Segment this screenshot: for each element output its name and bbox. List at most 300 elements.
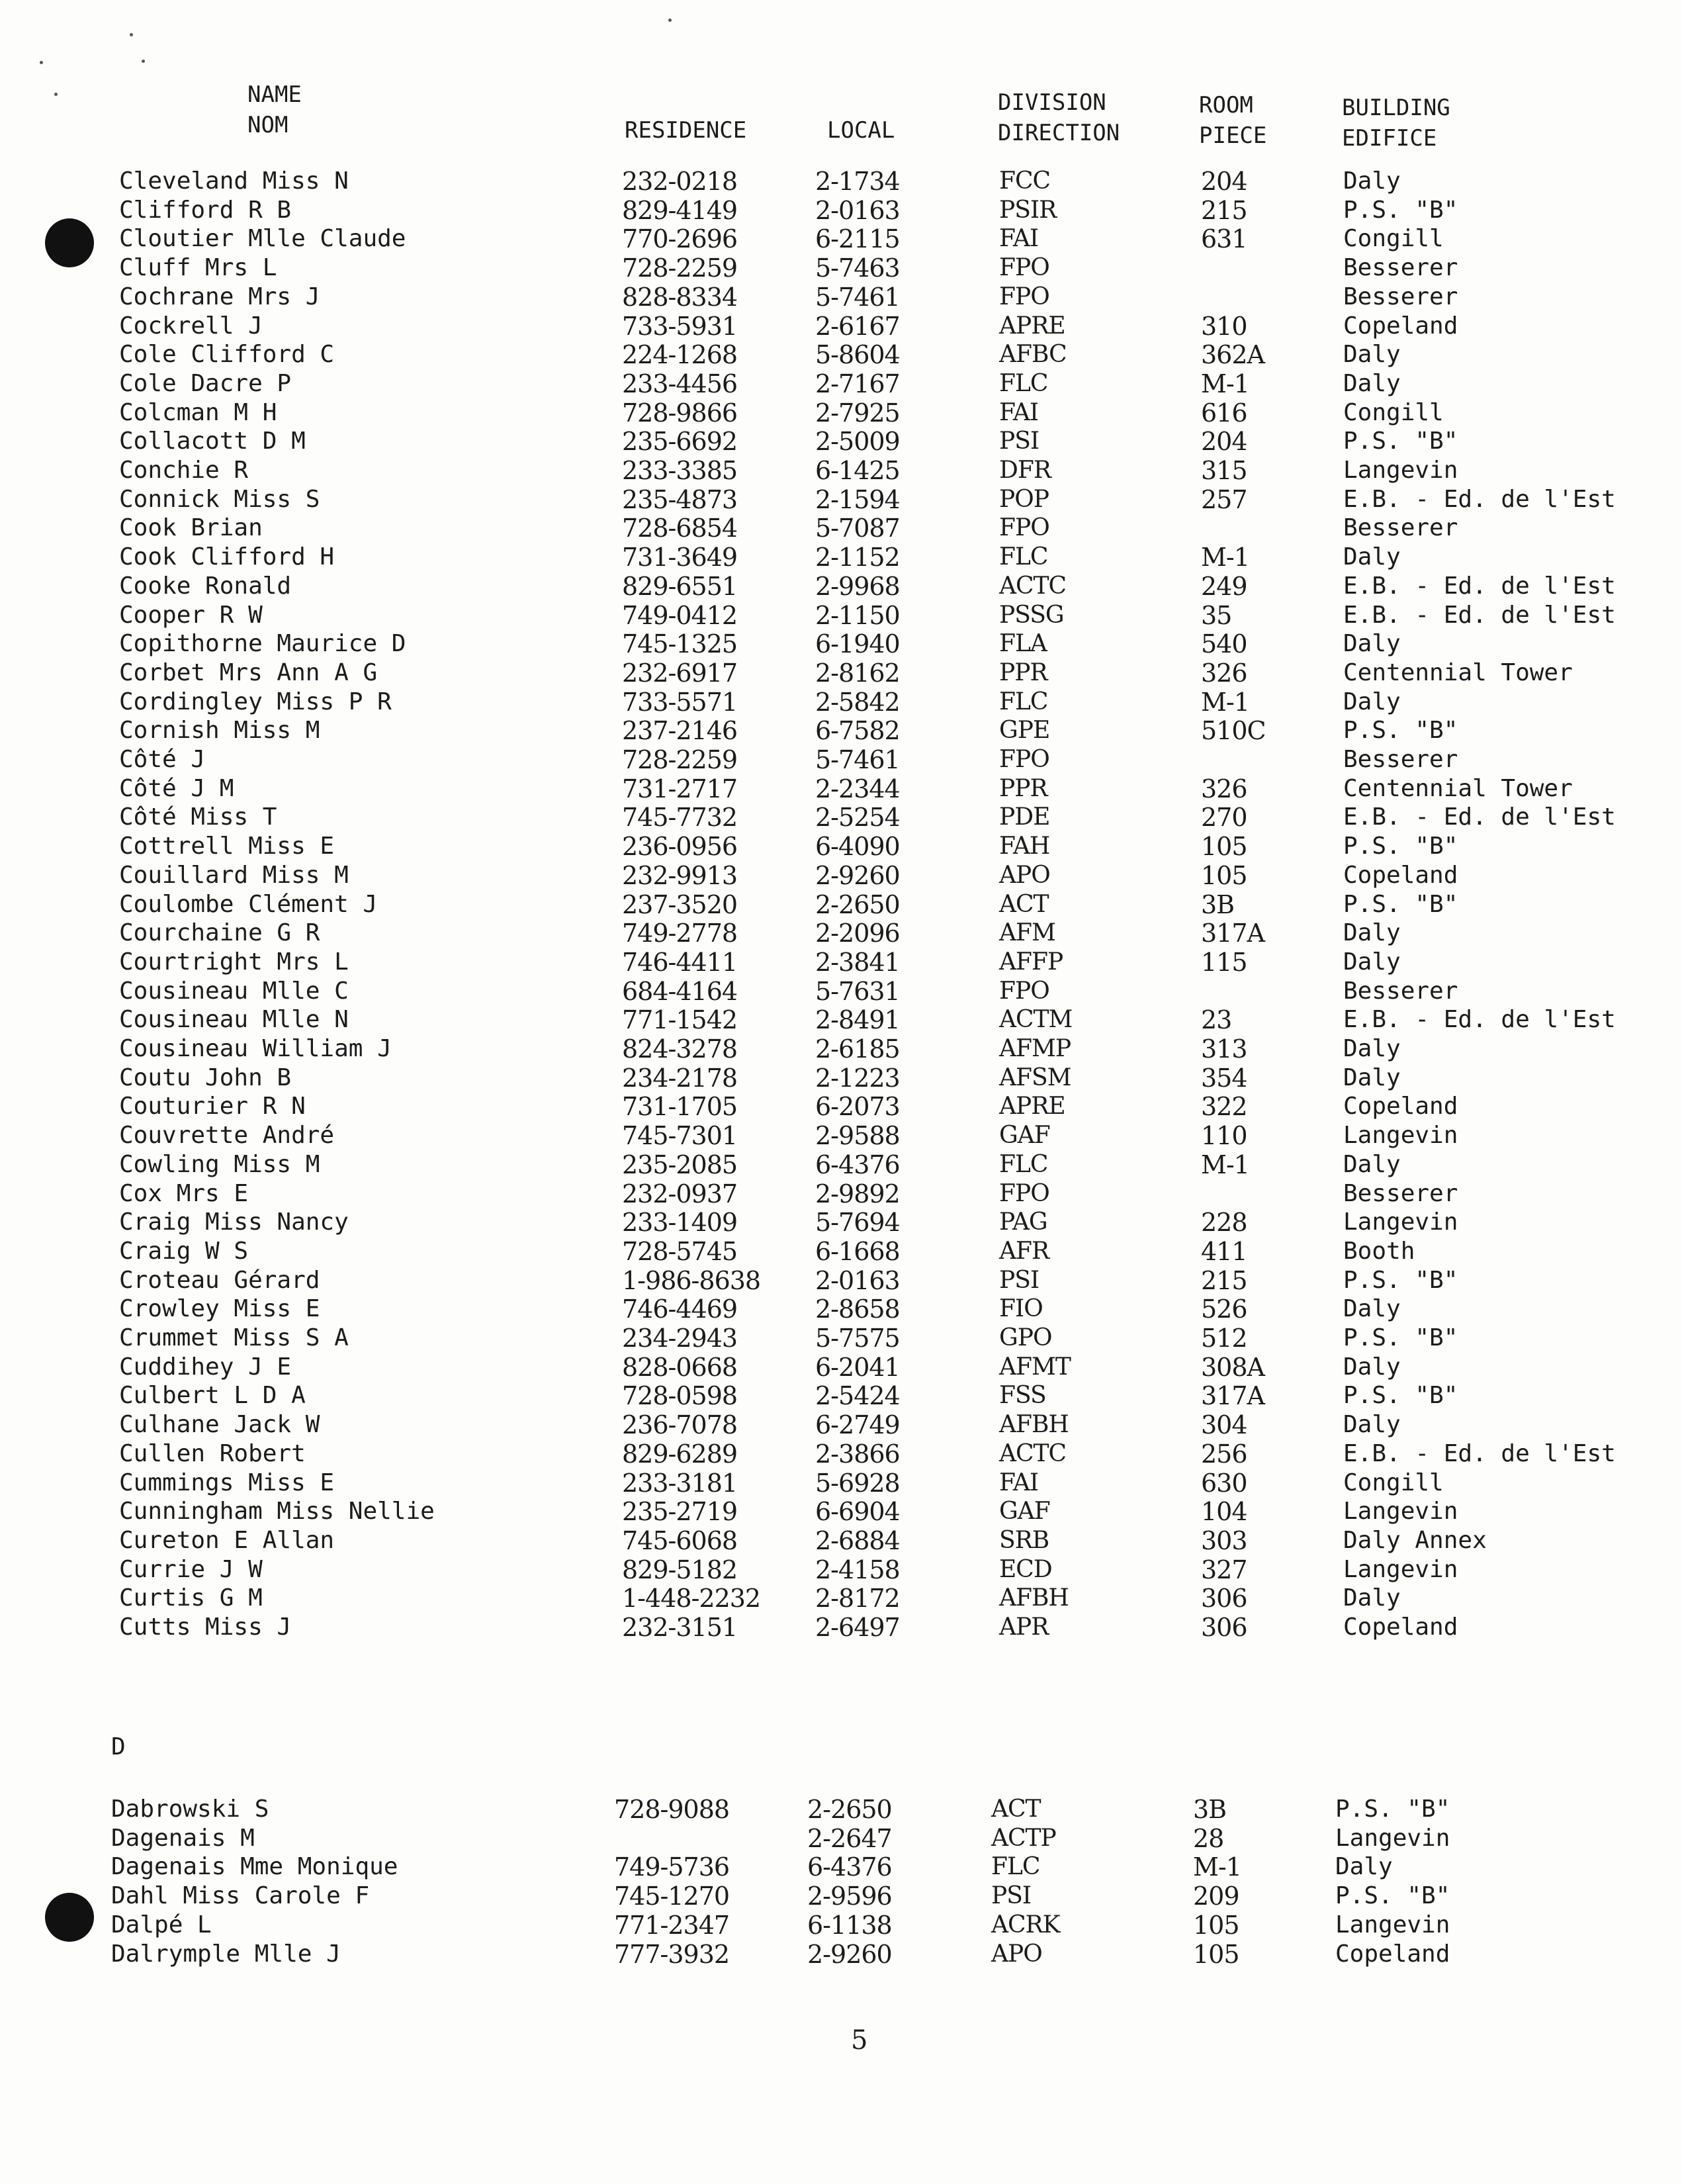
cell-building: Besserer <box>1343 283 1458 310</box>
cell-division: DFR <box>999 457 1051 484</box>
cell-building: E.B. - Ed. de l'Est <box>1343 485 1616 513</box>
cell-name: Cook Brian <box>119 514 263 542</box>
cell-division: POP <box>999 485 1049 513</box>
cell-residence: 746-4411 <box>622 947 738 977</box>
cell-room: 326 <box>1201 774 1247 803</box>
cell-room: 105 <box>1193 1910 1239 1940</box>
cell-building: Daly <box>1343 1295 1401 1323</box>
cell-residence: 235-2719 <box>622 1497 738 1527</box>
cell-room: 327 <box>1201 1555 1247 1584</box>
cell-local: 5-7694 <box>815 1208 900 1238</box>
cell-residence: 235-2085 <box>622 1150 738 1179</box>
cell-name: Croteau Gérard <box>119 1266 320 1294</box>
cell-room: 310 <box>1201 311 1247 341</box>
cell-local: 2-5254 <box>815 803 900 833</box>
cell-building: Langevin <box>1343 1498 1458 1525</box>
cell-building: E.B. - Ed. de l'Est <box>1343 1439 1616 1467</box>
cell-local: 2-2096 <box>815 919 900 948</box>
cell-division: AFMP <box>999 1035 1071 1062</box>
cell-local: 2-3841 <box>815 947 900 977</box>
cell-division: ACTP <box>991 1824 1056 1852</box>
cell-local: 2-9968 <box>815 571 900 601</box>
cell-room: 512 <box>1201 1324 1247 1353</box>
cell-division: FAI <box>999 1469 1039 1496</box>
cell-name: Cole Clifford C <box>119 341 335 369</box>
cell-division: ACT <box>999 890 1049 918</box>
cell-building: Copeland <box>1343 861 1458 889</box>
cell-name: Cooper R W <box>119 601 263 629</box>
cell-room: 28 <box>1193 1823 1224 1853</box>
cell-division: FLC <box>999 1150 1048 1178</box>
cell-residence: 234-2178 <box>622 1063 738 1093</box>
cell-division: PSIR <box>999 196 1057 224</box>
cell-building: Daly <box>1343 688 1401 715</box>
cell-residence: 232-0937 <box>622 1179 738 1208</box>
cell-residence: 1-448-2232 <box>622 1584 761 1614</box>
header-building <box>1342 93 1450 154</box>
cell-division: PSSG <box>999 601 1064 629</box>
cell-local: 2-9588 <box>815 1121 900 1151</box>
cell-local: 5-7631 <box>815 976 900 1006</box>
cell-building: Langevin <box>1343 1555 1458 1583</box>
cell-room: 313 <box>1201 1034 1247 1064</box>
header-name-fr: NOM <box>247 112 288 138</box>
cell-residence: 829-4149 <box>622 195 738 225</box>
cell-division: FAI <box>999 225 1039 253</box>
cell-room: 204 <box>1201 167 1247 196</box>
cell-residence: 749-5736 <box>614 1852 730 1882</box>
cell-room: M-1 <box>1201 369 1249 398</box>
cell-name: Coulombe Clément J <box>119 890 378 918</box>
cell-building: P.S. "B" <box>1343 1324 1458 1351</box>
cell-residence: 745-1270 <box>614 1882 730 1911</box>
cell-division: FLC <box>999 369 1048 397</box>
cell-room: M-1 <box>1201 543 1249 572</box>
cell-division: AFR <box>999 1237 1049 1265</box>
cell-name: Corbet Mrs Ann A G <box>119 659 378 686</box>
cell-room: 115 <box>1201 947 1247 977</box>
cell-building: Daly <box>1343 1064 1401 1091</box>
header-building-fr: EDIFICE <box>1342 125 1437 152</box>
cell-division: PPR <box>999 774 1047 802</box>
cell-local: 2-8162 <box>815 658 900 688</box>
speck <box>668 19 672 22</box>
cell-division: APRE <box>999 312 1065 340</box>
speck <box>54 93 58 96</box>
cell-residence: 234-2943 <box>622 1324 738 1353</box>
cell-building: Copeland <box>1343 1614 1458 1641</box>
cell-building: P.S. "B" <box>1343 833 1458 860</box>
cell-name: Cureton E Allan <box>119 1526 335 1554</box>
cell-building: Besserer <box>1343 977 1458 1005</box>
cell-name: Cluff Mrs L <box>119 254 277 282</box>
cell-local: 6-6904 <box>815 1497 900 1527</box>
cell-building: Besserer <box>1343 514 1458 542</box>
cell-residence: 236-7078 <box>622 1410 738 1440</box>
cell-name: Dabrowski S <box>111 1796 269 1823</box>
cell-division: FSS <box>999 1382 1046 1410</box>
cell-room: 510C <box>1201 716 1266 746</box>
cell-local: 2-1152 <box>815 543 900 572</box>
cell-name: Dagenais Mme Monique <box>111 1853 398 1881</box>
cell-name: Cook Clifford H <box>119 543 335 571</box>
cell-local: 2-2647 <box>807 1823 892 1853</box>
cell-division: PAG <box>999 1208 1047 1236</box>
cell-room: 630 <box>1201 1468 1247 1498</box>
cell-building: Daly <box>1343 1035 1401 1062</box>
cell-room: 540 <box>1201 629 1247 659</box>
cell-name: Cuddihey J E <box>119 1353 292 1381</box>
cell-building: P.S. "B" <box>1335 1882 1450 1910</box>
cell-residence: 232-3151 <box>622 1613 738 1642</box>
cell-building: P.S. "B" <box>1343 428 1458 455</box>
cell-residence: 232-6917 <box>622 658 738 688</box>
cell-residence: 749-2778 <box>622 919 738 948</box>
cell-name: Dagenais M <box>111 1824 255 1852</box>
cell-residence: 731-2717 <box>622 774 738 803</box>
cell-division: GAF <box>999 1122 1050 1150</box>
cell-residence: 728-2259 <box>622 745 738 774</box>
cell-name: Cullen Robert <box>119 1439 306 1467</box>
cell-local: 6-1668 <box>815 1236 900 1266</box>
cell-local: 2-5842 <box>815 687 900 717</box>
cell-name: Cox Mrs E <box>119 1179 249 1207</box>
cell-building: Centennial Tower <box>1343 659 1573 686</box>
cell-room: 35 <box>1201 600 1232 630</box>
cell-division: PPR <box>999 659 1047 686</box>
cell-residence: 733-5931 <box>622 311 738 341</box>
cell-residence: 233-3181 <box>622 1468 738 1498</box>
header-name-en: NAME <box>247 81 302 108</box>
cell-name: Dalpé L <box>111 1911 212 1938</box>
cell-room: 110 <box>1201 1121 1247 1151</box>
cell-name: Cousineau Mlle N <box>119 1006 349 1034</box>
header-local: LOCAL <box>827 117 895 144</box>
cell-name: Cousineau William J <box>119 1035 392 1062</box>
cell-local: 2-6185 <box>815 1034 900 1064</box>
cell-room: 317A <box>1201 1381 1264 1411</box>
cell-building: Daly <box>1343 341 1401 369</box>
cell-residence: 829-6551 <box>622 571 738 601</box>
cell-local: 2-2650 <box>815 889 900 919</box>
cell-residence: 233-4456 <box>622 369 738 398</box>
cell-room: M-1 <box>1193 1852 1241 1882</box>
cell-name: Cutts Miss J <box>119 1614 292 1641</box>
cell-name: Cordingley Miss P R <box>119 688 392 715</box>
cell-room: 303 <box>1201 1525 1247 1555</box>
cell-building: P.S. "B" <box>1343 717 1458 745</box>
cell-building: Booth <box>1343 1237 1415 1265</box>
cell-division: APR <box>999 1614 1049 1641</box>
cell-residence: 237-3520 <box>622 889 738 919</box>
cell-division: GPO <box>999 1324 1052 1351</box>
cell-residence: 233-1409 <box>622 1208 738 1238</box>
cell-name: Couvrette André <box>119 1122 335 1150</box>
cell-room: 308A <box>1201 1352 1264 1382</box>
cell-division: AFBH <box>999 1411 1069 1439</box>
punch-hole-bottom <box>45 1893 94 1942</box>
cell-room: 215 <box>1201 1265 1247 1295</box>
cell-room: 317A <box>1201 919 1264 948</box>
cell-residence: 770-2696 <box>622 224 738 254</box>
cell-name: Connick Miss S <box>119 485 320 513</box>
header-division-en: DIVISION <box>998 89 1106 116</box>
cell-name: Cockrell J <box>119 312 263 340</box>
cell-division: FLA <box>999 630 1047 658</box>
cell-building: P.S. "B" <box>1343 1266 1458 1294</box>
cell-division: FIO <box>999 1295 1043 1323</box>
cell-residence: 828-0668 <box>622 1352 738 1382</box>
cell-local: 5-7463 <box>815 253 900 283</box>
cell-name: Cunningham Miss Nellie <box>119 1498 435 1525</box>
cell-room: 105 <box>1201 832 1247 862</box>
cell-division: AFSM <box>999 1064 1071 1091</box>
cell-local: 2-1594 <box>815 484 900 514</box>
cell-local: 2-5424 <box>815 1381 900 1411</box>
cell-building: Daly <box>1343 1584 1401 1612</box>
cell-division: ECD <box>999 1555 1052 1583</box>
header-division <box>998 87 1120 148</box>
cell-name: Clifford R B <box>119 196 292 224</box>
header-room-fr: PIECE <box>1199 122 1267 149</box>
cell-name: Cleveland Miss N <box>119 167 349 195</box>
page-number: 5 <box>851 2025 868 2056</box>
cell-room: 257 <box>1201 484 1247 514</box>
cell-residence: 235-4873 <box>622 484 738 514</box>
cell-name: Coutu John B <box>119 1064 292 1091</box>
header-residence: RESIDENCE <box>625 117 747 144</box>
cell-building: P.S. "B" <box>1343 890 1458 918</box>
cell-building: Copeland <box>1335 1940 1450 1968</box>
cell-division: FAH <box>999 833 1050 860</box>
punch-hole-top <box>45 218 94 267</box>
cell-building: Daly <box>1343 630 1401 658</box>
cell-residence: 733-5571 <box>622 687 738 717</box>
cell-division: AFMT <box>999 1353 1071 1381</box>
cell-room: 256 <box>1201 1439 1247 1469</box>
cell-local: 2-0163 <box>815 195 900 225</box>
cell-name: Culbert L D A <box>119 1382 306 1410</box>
cell-division: AFM <box>999 919 1055 947</box>
cell-division: FLC <box>999 543 1048 571</box>
cell-division: ACTM <box>999 1006 1073 1034</box>
cell-room: 322 <box>1201 1092 1247 1122</box>
cell-residence: 235-6692 <box>622 427 738 457</box>
cell-building: Copeland <box>1343 312 1458 340</box>
cell-building: Langevin <box>1343 457 1458 484</box>
cell-local: 2-0163 <box>815 1265 900 1295</box>
cell-building: Daly <box>1343 1150 1401 1178</box>
cell-residence: 771-1542 <box>622 1005 738 1035</box>
cell-building: Daly <box>1343 369 1401 397</box>
cell-name: Cornish Miss M <box>119 717 320 745</box>
cell-building: Copeland <box>1343 1093 1458 1120</box>
cell-residence: 731-3649 <box>622 543 738 572</box>
cell-division: GAF <box>999 1498 1050 1525</box>
cell-building: Congill <box>1343 398 1444 426</box>
cell-room: 362A <box>1201 340 1264 370</box>
cell-local: 2-9260 <box>815 860 900 890</box>
cell-division: APO <box>991 1940 1042 1968</box>
cell-name: Côté Miss T <box>119 803 277 831</box>
cell-room: M-1 <box>1201 1150 1249 1179</box>
cell-division: FAI <box>999 398 1039 426</box>
cell-residence: 728-9866 <box>622 398 738 428</box>
cell-building: Langevin <box>1335 1911 1450 1938</box>
cell-division: APO <box>999 861 1050 889</box>
cell-residence: 749-0412 <box>622 600 738 630</box>
cell-building: Daly <box>1343 948 1401 976</box>
cell-name: Conchie R <box>119 457 249 484</box>
cell-local: 2-1734 <box>815 167 900 196</box>
cell-division: ACRK <box>991 1911 1060 1938</box>
cell-division: PDE <box>999 803 1050 831</box>
cell-room: 306 <box>1201 1584 1247 1614</box>
cell-building: Daly <box>1335 1853 1393 1881</box>
cell-building: P.S. "B" <box>1343 1382 1458 1410</box>
cell-room: 215 <box>1201 195 1247 225</box>
cell-local: 6-1138 <box>807 1910 892 1940</box>
cell-building: P.S. "B" <box>1335 1796 1450 1823</box>
cell-local: 6-4376 <box>807 1852 892 1882</box>
cell-name: Crowley Miss E <box>119 1295 320 1323</box>
cell-name: Couturier R N <box>119 1093 306 1120</box>
cell-name: Currie J W <box>119 1555 263 1583</box>
cell-residence: 745-6068 <box>622 1525 738 1555</box>
cell-residence: 777-3932 <box>614 1939 730 1969</box>
cell-room: 411 <box>1201 1236 1247 1266</box>
cell-residence: 728-9088 <box>614 1795 730 1824</box>
cell-room: 304 <box>1201 1410 1247 1440</box>
cell-room: 616 <box>1201 398 1247 428</box>
cell-building: Daly <box>1343 1411 1401 1439</box>
cell-residence: 1-986-8638 <box>622 1265 761 1295</box>
header-division-fr: DIRECTION <box>998 120 1120 146</box>
cell-residence: 745-1325 <box>622 629 738 659</box>
cell-name: Cousineau Mlle C <box>119 977 349 1005</box>
cell-room: 105 <box>1193 1939 1239 1969</box>
cell-residence: 771-2347 <box>614 1910 730 1940</box>
cell-room: 306 <box>1201 1613 1247 1642</box>
cell-residence: 232-9913 <box>622 860 738 890</box>
cell-residence: 829-5182 <box>622 1555 738 1584</box>
cell-local: 2-1223 <box>815 1063 900 1093</box>
cell-residence: 829-6289 <box>622 1439 738 1469</box>
cell-name: Collacott D M <box>119 428 306 455</box>
cell-name: Dahl Miss Carole F <box>111 1882 370 1910</box>
cell-room: 354 <box>1201 1063 1247 1093</box>
cell-local: 6-1940 <box>815 629 900 659</box>
cell-name: Cottrell Miss E <box>119 833 335 860</box>
cell-local: 2-2650 <box>807 1795 892 1824</box>
cell-division: GPE <box>999 717 1050 745</box>
cell-local: 2-7925 <box>815 398 900 428</box>
cell-local: 6-2073 <box>815 1092 900 1122</box>
cell-residence: 745-7301 <box>622 1121 738 1151</box>
cell-division: FPO <box>999 746 1049 773</box>
cell-building: Daly <box>1343 919 1401 947</box>
cell-local: 2-6884 <box>815 1525 900 1555</box>
cell-building: Langevin <box>1343 1208 1458 1236</box>
cell-name: Culhane Jack W <box>119 1411 320 1439</box>
header-room-en: ROOM <box>1199 92 1253 118</box>
cell-division: AFFP <box>999 948 1063 976</box>
cell-room: 104 <box>1201 1497 1247 1527</box>
cell-name: Craig W S <box>119 1237 249 1265</box>
cell-residence: 731-1705 <box>622 1092 738 1122</box>
cell-room: 209 <box>1193 1882 1239 1911</box>
cell-building: E.B. - Ed. de l'Est <box>1343 601 1616 629</box>
cell-local: 2-1150 <box>815 600 900 630</box>
cell-local: 5-8604 <box>815 340 900 370</box>
cell-building: Besserer <box>1343 746 1458 773</box>
cell-division: ACT <box>991 1796 1041 1823</box>
cell-division: PSI <box>991 1882 1032 1910</box>
cell-room: 326 <box>1201 658 1247 688</box>
cell-name: Copithorne Maurice D <box>119 630 406 658</box>
cell-residence: 828-8334 <box>622 282 738 312</box>
cell-residence: 728-2259 <box>622 253 738 283</box>
cell-building: Centennial Tower <box>1343 774 1573 802</box>
cell-division: FPO <box>999 283 1049 310</box>
speck <box>40 61 43 64</box>
cell-local: 2-2344 <box>815 774 900 803</box>
cell-residence: 224-1268 <box>622 340 738 370</box>
cell-room: 526 <box>1201 1295 1247 1324</box>
cell-division: ACTC <box>999 572 1067 600</box>
cell-name: Côté J M <box>119 774 234 802</box>
cell-room: 270 <box>1201 803 1247 833</box>
cell-name: Curtis G M <box>119 1584 263 1612</box>
cell-local: 5-7461 <box>815 745 900 774</box>
cell-room: 105 <box>1201 860 1247 890</box>
section-letter: D <box>111 1733 126 1760</box>
cell-division: APRE <box>999 1093 1065 1120</box>
cell-building: Congill <box>1343 225 1444 253</box>
cell-local: 5-7575 <box>815 1324 900 1353</box>
cell-building: E.B. - Ed. de l'Est <box>1343 1006 1616 1034</box>
cell-division: ACTC <box>999 1439 1067 1467</box>
cell-division: AFBH <box>999 1584 1069 1612</box>
cell-local: 2-7167 <box>815 369 900 398</box>
cell-name: Crummet Miss S A <box>119 1324 349 1351</box>
cell-name: Côté J <box>119 746 206 773</box>
cell-room: 204 <box>1201 427 1247 457</box>
cell-local: 2-9892 <box>815 1179 900 1208</box>
cell-name: Cochrane Mrs J <box>119 283 320 310</box>
cell-name: Cummings Miss E <box>119 1469 335 1496</box>
cell-local: 6-2041 <box>815 1352 900 1382</box>
cell-residence: 236-0956 <box>622 832 738 862</box>
cell-local: 2-6167 <box>815 311 900 341</box>
cell-name: Courtright Mrs L <box>119 948 349 976</box>
header-name <box>247 79 302 140</box>
cell-room: 631 <box>1201 224 1247 254</box>
cell-room: M-1 <box>1201 687 1249 717</box>
cell-local: 2-6497 <box>815 1613 900 1642</box>
speck <box>142 60 145 63</box>
cell-building: P.S. "B" <box>1343 196 1458 224</box>
cell-residence: 728-5745 <box>622 1236 738 1266</box>
cell-building: Besserer <box>1343 254 1458 282</box>
cell-division: PSI <box>999 1266 1040 1294</box>
cell-local: 6-4376 <box>815 1150 900 1179</box>
cell-residence: 728-0598 <box>622 1381 738 1411</box>
cell-local: 2-4158 <box>815 1555 900 1584</box>
cell-local: 6-2749 <box>815 1410 900 1440</box>
cell-local: 2-8172 <box>815 1584 900 1614</box>
cell-building: E.B. - Ed. de l'Est <box>1343 803 1616 831</box>
